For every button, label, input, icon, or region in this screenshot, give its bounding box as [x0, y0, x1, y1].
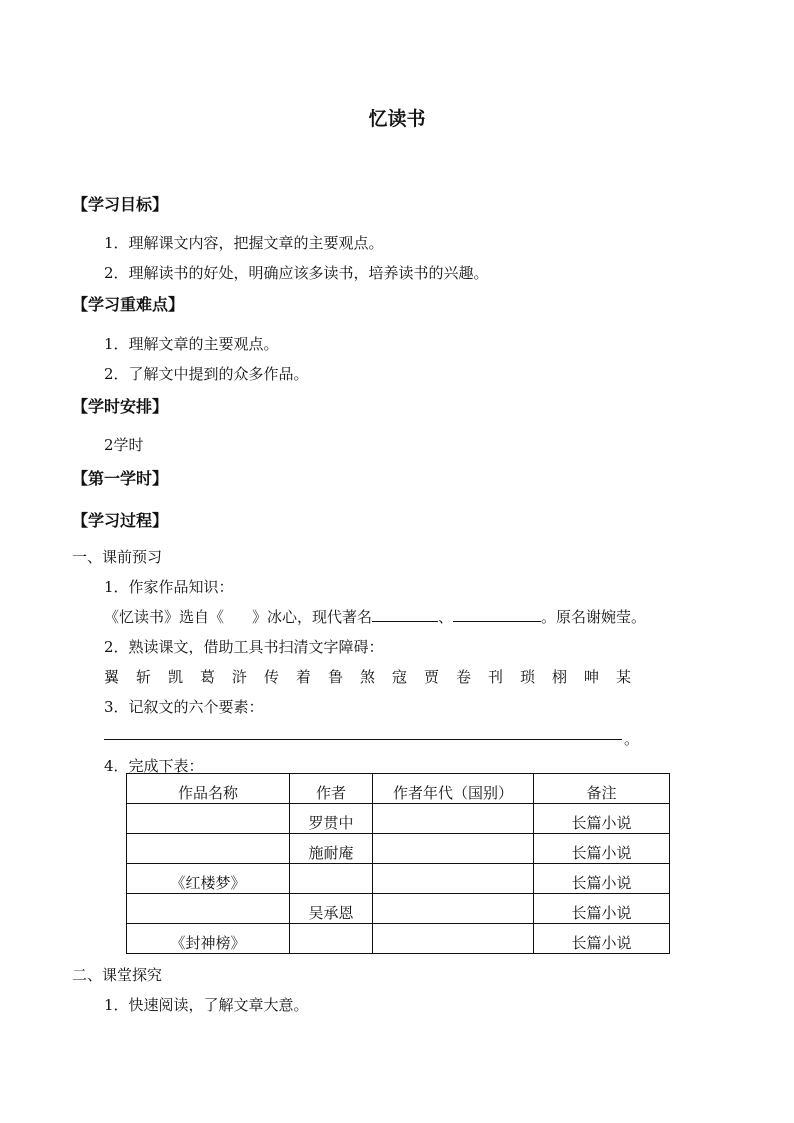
char-item: 煞: [360, 668, 376, 686]
cell-note: 长篇小说: [534, 834, 670, 864]
heading-first-period: 【第一学时】: [72, 469, 169, 488]
char-item: 葛: [200, 668, 216, 686]
keypoint-item-1: 1．理解文章的主要观点。: [104, 335, 279, 353]
char-item: 栩: [552, 668, 568, 686]
cell-note: 长篇小说: [534, 924, 670, 954]
cell-work-name[interactable]: [127, 834, 290, 864]
preview-label: 一、课前预习: [72, 548, 163, 566]
char-item: 浒: [232, 668, 248, 686]
cell-note: 长篇小说: [534, 864, 670, 894]
table-row: [127, 924, 670, 954]
header-era: 作者年代（国别）: [373, 774, 534, 804]
q3-label: 3．记叙文的六个要素：: [104, 698, 264, 716]
q4-label: 4．完成下表：: [104, 757, 204, 775]
q1-blank-identity-2[interactable]: [453, 607, 541, 622]
q2-char-list: [104, 666, 648, 687]
heading-keypoints: 【学习重难点】: [72, 295, 185, 314]
header-note: 备注: [534, 774, 670, 804]
table-row: [127, 804, 670, 834]
char-item: 翼: [104, 668, 120, 686]
cell-era[interactable]: [373, 894, 534, 924]
char-item: 琐: [520, 668, 536, 686]
cell-author[interactable]: [290, 924, 373, 954]
char-item: 寇: [392, 668, 408, 686]
q1-fill-line: [104, 606, 646, 627]
table-header-row: [127, 774, 670, 804]
q1-text-a: 《忆读书》选自《: [104, 608, 225, 626]
works-table: [126, 773, 670, 954]
q3-end-mark: 。: [624, 730, 640, 748]
cell-author[interactable]: 吴承恩: [290, 894, 373, 924]
header-work-name: 作品名称: [127, 774, 290, 804]
cell-era[interactable]: [373, 924, 534, 954]
schedule-text: 2学时: [104, 436, 144, 454]
cell-work-name[interactable]: 《红楼梦》: [127, 864, 290, 894]
classroom-q1: 1．快速阅读，了解文章大意。: [104, 996, 309, 1014]
char-item: 呻: [584, 668, 600, 686]
table-row: [127, 834, 670, 864]
char-item: 着: [296, 668, 312, 686]
page-title: 忆读书: [368, 108, 426, 130]
goal-item-2: 2．理解读书的好处，明确应该多读书，培养读书的兴趣。: [104, 264, 489, 282]
heading-schedule: 【学时安排】: [72, 397, 169, 416]
char-item: 刊: [488, 668, 504, 686]
cell-era[interactable]: [373, 804, 534, 834]
classroom-label: 二、课堂探究: [72, 966, 163, 984]
cell-work-name[interactable]: [127, 804, 290, 834]
cell-note: 长篇小说: [534, 894, 670, 924]
cell-work-name[interactable]: 《封神榜》: [127, 924, 290, 954]
char-item: 贾: [424, 668, 440, 686]
char-item: 鲁: [328, 668, 344, 686]
q1-text-c: 。原名谢婉莹。: [541, 608, 647, 626]
q3-answer-line[interactable]: [104, 739, 622, 740]
keypoint-item-2: 2．了解文中提到的众多作品。: [104, 365, 309, 383]
q1-separator: 、: [438, 608, 454, 626]
char-item: 斩: [136, 668, 152, 686]
cell-era[interactable]: [373, 864, 534, 894]
q2-label: 2．熟读课文，借助工具书扫清文字障碍：: [104, 638, 384, 656]
heading-process: 【学习过程】: [72, 511, 169, 530]
cell-author[interactable]: 施耐庵: [290, 834, 373, 864]
table-row: [127, 894, 670, 924]
goal-item-1: 1．理解课文内容，把握文章的主要观点。: [104, 234, 384, 252]
cell-author[interactable]: [290, 864, 373, 894]
char-item: 凯: [168, 668, 184, 686]
char-item: 某: [616, 668, 632, 686]
q1-blank-identity[interactable]: [372, 607, 438, 622]
cell-work-name[interactable]: [127, 894, 290, 924]
q1-text-b: 》冰心，现代著名: [252, 608, 373, 626]
cell-era[interactable]: [373, 834, 534, 864]
char-item: 卷: [456, 668, 472, 686]
cell-author[interactable]: 罗贯中: [290, 804, 373, 834]
char-item: 传: [264, 668, 280, 686]
table-row: [127, 864, 670, 894]
q1-label: 1．作家作品知识：: [104, 578, 234, 596]
cell-note: 长篇小说: [534, 804, 670, 834]
q1-blank-source[interactable]: [224, 608, 252, 622]
heading-goals: 【学习目标】: [72, 195, 169, 214]
header-author: 作者: [290, 774, 373, 804]
